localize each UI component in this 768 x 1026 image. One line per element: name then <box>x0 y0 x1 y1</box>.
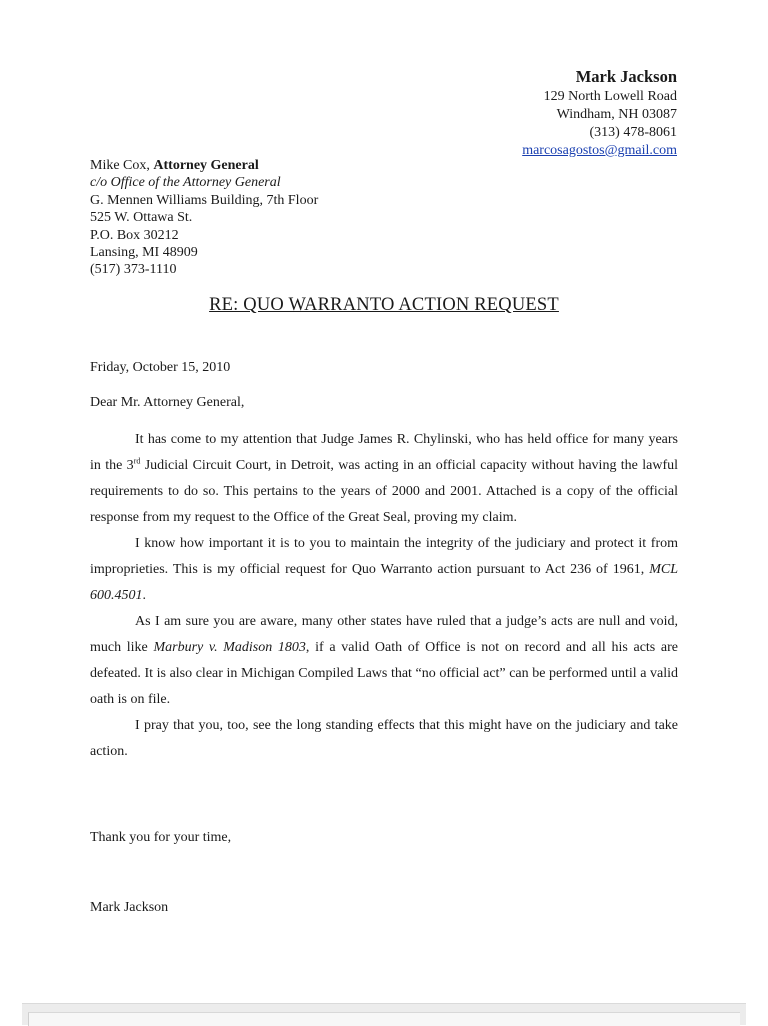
recipient-block <box>90 157 318 279</box>
sender-block <box>522 66 677 160</box>
letter-body <box>90 427 678 765</box>
ordinal-superscript: rd <box>133 456 141 466</box>
body-paragraph-4: I pray that you, too, see the long standing effects that this might have on the judiciary and take action. <box>90 718 678 759</box>
sender-name: Mark Jackson <box>575 67 677 86</box>
letter-date: Friday, October 15, 2010 <box>90 360 231 375</box>
salutation: Dear Mr. Attorney General, <box>90 395 245 410</box>
recipient-care-of: c/o Office of the Attorney General <box>90 175 281 191</box>
recipient-name: Mike Cox, <box>90 158 150 173</box>
sender-address-line2: Windham, NH 03087 <box>556 107 677 122</box>
recipient-city: Lansing, MI 48909 <box>90 245 198 261</box>
recipient-title: Attorney General <box>153 158 259 173</box>
recipient-phone: (517) 373-1110 <box>90 262 177 278</box>
body-paragraph-2: I know how important it is to you to maintain the integrity of the judiciary and protect it from improprieties. This is my official request for Quo Warranto action pursuant to Act 236 of 1961, MCL 600.4501. <box>90 536 678 603</box>
sender-phone: (313) 478-8061 <box>589 125 677 140</box>
sender-email-link[interactable]: marcosagostos@gmail.com <box>522 143 677 158</box>
case-citation: Marbury v. Madison 1803 <box>153 640 306 655</box>
recipient-street: 525 W. Ottawa St. <box>90 210 193 226</box>
recipient-building: G. Mennen Williams Building, 7th Floor <box>90 192 319 208</box>
next-page-edge <box>22 1003 746 1025</box>
closing-line: Thank you for your time, <box>90 830 232 845</box>
subject-line: RE: QUO WARRANTO ACTION REQUEST <box>209 295 559 315</box>
statute-citation: MCL 600.4501 <box>90 562 678 603</box>
sender-address-line1: 129 North Lowell Road <box>543 89 677 104</box>
body-paragraph-1: It has come to my attention that Judge James R. Chylinski, who has held office for many years in the 3rd Judicial Circuit Court, in Detroit, was acting in an official capacity without having the lawful requirements to do so. This pertains to the years of 2000 and 2001. Attached is a copy of the official response from my request to the Office of the Great Seal, proving my claim. <box>90 432 679 525</box>
signature-name: Mark Jackson <box>90 900 169 915</box>
body-paragraph-3: As I am sure you are aware, many other states have ruled that a judge’s acts are null and void, much like Marbury v. Madison 1803, if a valid Oath of Office is not on record and all his acts are defeated. It is also clear in Michigan Compiled Laws that “no official act” can be performed until a valid oath is on file. <box>90 614 679 707</box>
recipient-po-box: P.O. Box 30212 <box>90 227 179 243</box>
